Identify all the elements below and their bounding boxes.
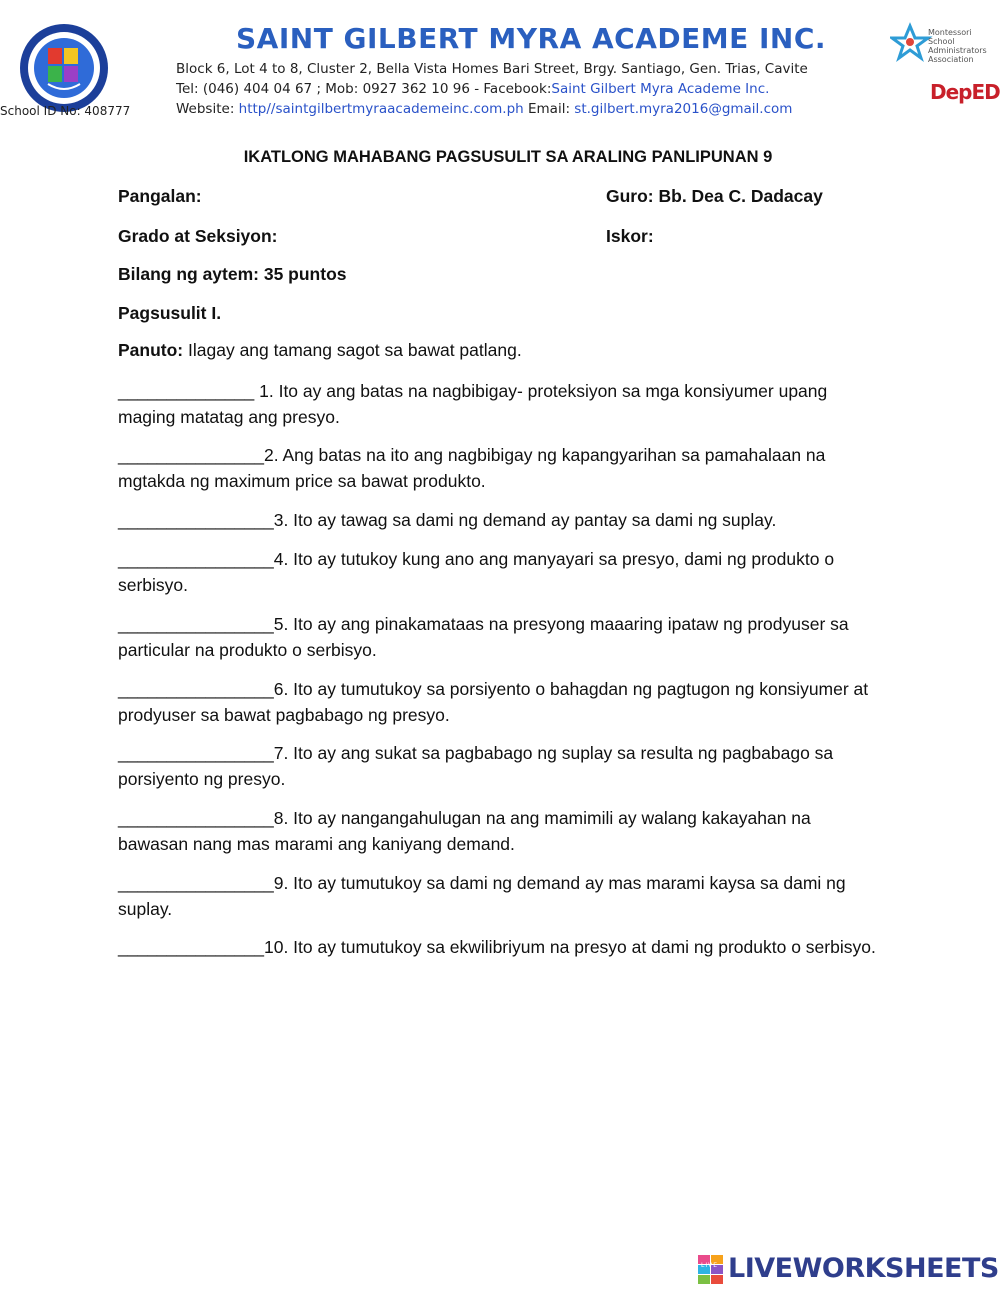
liveworksheets-badge-icon — [698, 1255, 724, 1285]
email-label: Email: — [523, 101, 575, 117]
question-item[interactable]: _______________2. Ang batas na ito ang nagbibigay ng kapangyarihan sa pamahalaan na mgtakda ng maximum price sa bawat produkto. — [118, 445, 826, 491]
facebook-link[interactable]: Saint Gilbert Myra Academe Inc. — [551, 81, 770, 97]
instructions-text: Ilagay ang tamang sagot sa bawat patlang. — [183, 340, 522, 360]
test-part-heading: Pagsusulit I. — [118, 303, 222, 323]
name-label: Pangalan: — [118, 186, 202, 206]
question-item[interactable]: ________________4. Ito ay tutukoy kung ano ang manyayari sa presyo, dami ng produkto o serbisyo. — [118, 549, 835, 595]
question-item[interactable]: ________________5. Ito ay ang pinakamataas na presyong maaaring ipataw ng prodyuser sa particular na produkto o serbisyo. — [118, 614, 849, 660]
score-label: Iskor: — [606, 226, 654, 246]
website-label: Website: — [176, 101, 239, 117]
question-item[interactable]: ________________8. Ito ay nangangahulugan na ang mamimili ay walang kakayahan na bawasan nang mas marami ang kaniyang demand. — [118, 808, 811, 854]
website-link[interactable]: http//saintgilbertmyraacademeinc.com.ph — [238, 101, 524, 117]
letterhead — [0, 0, 1000, 130]
email-link[interactable]: st.gilbert.myra2016@gmail.com — [574, 101, 793, 117]
exam-title: IKATLONG MAHABANG PAGSUSULIT SA ARALING PANLIPUNAN 9 — [243, 148, 773, 166]
tel-text: Tel: (046) 404 04 67 ; Mob: 0927 362 10 96 - Facebook: — [176, 81, 552, 97]
msa-text: Montessori School Administrators Association — [928, 28, 987, 64]
question-item[interactable]: ________________7. Ito ay ang sukat sa pagbabago ng suplay sa resulta ng pagbabago sa porsiyento ng presyo. — [118, 743, 834, 789]
question-item[interactable]: ______________ 1. Ito ay ang batas na nagbibigay- proteksiyon sa mga konsiyumer upang maging matatag ang presyo. — [118, 381, 828, 427]
instructions — [118, 340, 522, 361]
question-item[interactable]: ________________9. Ito ay tumutukoy sa dami ng demand ay mas marami kaysa sa dami ng suplay. — [118, 873, 846, 919]
instructions-label: Panuto: — [118, 340, 184, 360]
address-line: Block 6, Lot 4 to 8, Cluster 2, Bella Vista Homes Bari Street, Brgy. Santiago, Gen. Trias, Cavite — [176, 61, 808, 77]
question-item[interactable]: ________________6. Ito ay tumutukoy sa porsiyento o bahagdan ng pagtugon ng konsiyumer at prodyuser sa bawat pagbabago ng presyo. — [118, 679, 869, 725]
question-item[interactable]: _______________10. Ito ay tumutukoy sa ekwilibriyum na presyo at dami ng produkto o serbisyo. — [118, 937, 876, 957]
liveworksheets-badge-text: LIVE — [701, 1262, 719, 1269]
web-line — [176, 101, 792, 117]
contact-line — [176, 81, 769, 97]
school-id: School ID No: 408777 — [0, 104, 131, 118]
item-count: Bilang ng aytem: 35 puntos — [118, 264, 347, 284]
school-name: SAINT GILBERT MYRA ACADEME INC. — [236, 22, 827, 55]
question-item[interactable]: ________________3. Ito ay tawag sa dami ng demand ay pantay sa dami ng suplay. — [118, 510, 777, 530]
liveworksheets-brand[interactable]: LIVEWORKSHEETS — [728, 1253, 999, 1284]
grade-section-label: Grado at Seksiyon: — [118, 226, 278, 246]
teacher-label: Guro: Bb. Dea C. Dadacay — [606, 186, 823, 206]
deped-logo: DepED — [930, 80, 1000, 104]
school-seal-icon — [18, 22, 110, 114]
